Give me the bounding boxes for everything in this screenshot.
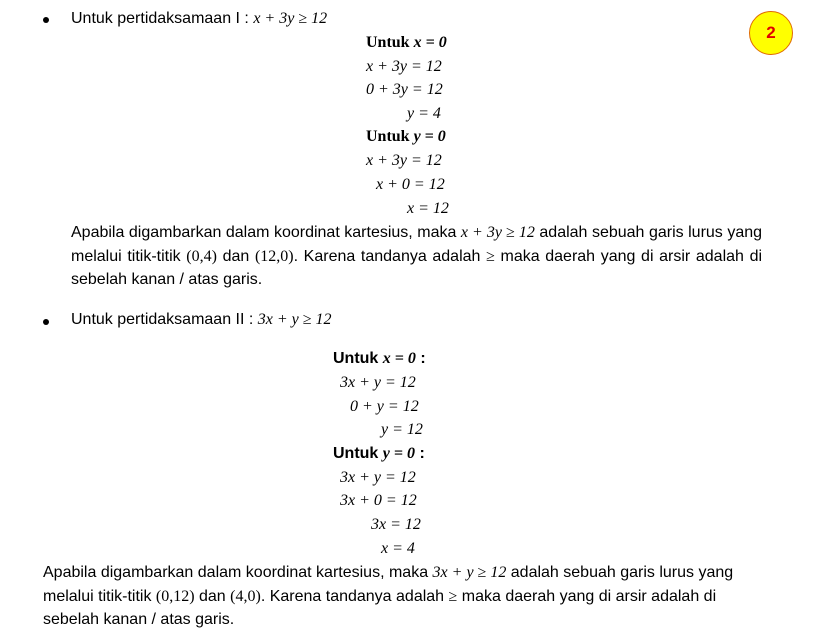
page-number-badge <box>749 11 793 55</box>
bullet-label-1: Untuk pertidaksamaan I : <box>71 10 254 27</box>
step-eq: 3x + y = 12 <box>340 469 416 486</box>
bullet-dot-1 <box>43 17 49 23</box>
explanation-paragraph-2: Apabila digambarkan dalam koordinat kartesius, maka 3x + y ≥ 12 adalah sebuah garis lurus yang melalui titik-titik (0,12) dan (4,0). Karena tandanya adalah ≥ maka daerah yang di arsir adalah di sebelah kanan / atas garis. <box>43 564 734 628</box>
step-eq: y = 12 <box>381 421 423 438</box>
bullet-heading-2 <box>71 310 332 330</box>
step-eq: 3x + y = 12 <box>340 374 416 391</box>
step-eq: x + 3y = 12 <box>366 152 442 169</box>
step-eq: x + 3y = 12 <box>366 58 442 75</box>
step-eq: x = 4 <box>381 540 415 557</box>
bullet-expr-1: x + 3y ≥ 12 <box>253 10 328 27</box>
explanation-paragraph-1: Apabila digambarkan dalam koordinat kartesius, maka x + 3y ≥ 12 adalah sebuah garis lurus yang melalui titik-titik (0,4) dan (12,0). Karena tandanya adalah ≥ maka daerah yang di arsir adalah di sebelah kanan / atas garis. <box>71 224 763 288</box>
page-number: 2 <box>766 23 776 42</box>
step-head: Untuk y = 0 <box>366 128 446 145</box>
bullet-expr-2: 3x + y ≥ 12 <box>257 311 332 328</box>
bullet-label-2: Untuk pertidaksamaan II : <box>71 311 258 328</box>
step-eq: 3x = 12 <box>371 516 421 533</box>
step-eq: y = 4 <box>407 105 441 122</box>
step-eq: x = 12 <box>407 200 449 217</box>
step-head: Untuk y = 0 : <box>333 445 425 462</box>
step-head: Untuk x = 0 : <box>333 350 426 367</box>
step-eq: 0 + 3y = 12 <box>366 81 443 98</box>
bullet-dot-2 <box>43 319 49 325</box>
step-head: Untuk x = 0 <box>366 34 447 51</box>
step-eq: x + 0 = 12 <box>376 176 445 193</box>
bullet-heading-1 <box>71 9 327 29</box>
step-eq: 3x + 0 = 12 <box>340 492 417 509</box>
step-eq: 0 + y = 12 <box>350 398 419 415</box>
